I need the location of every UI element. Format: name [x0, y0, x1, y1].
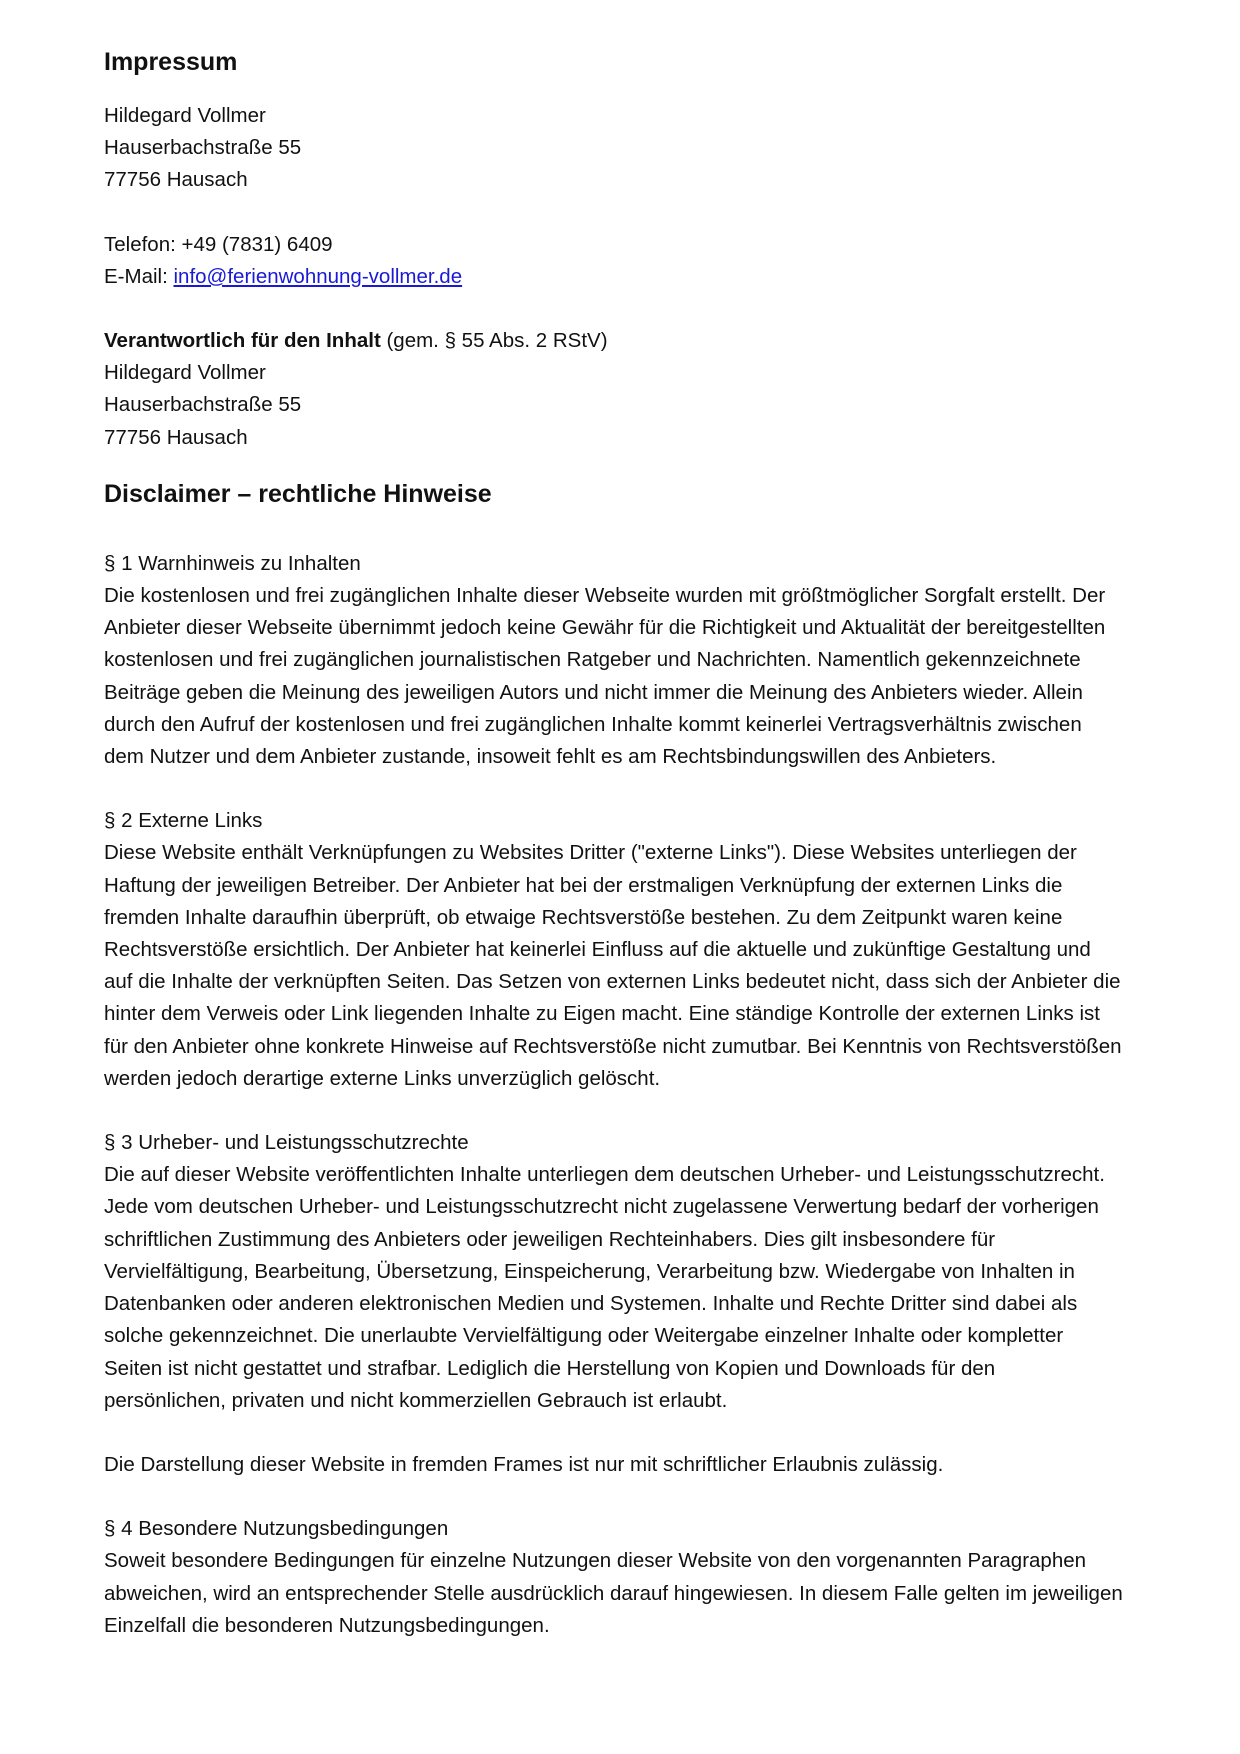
- section-text-line: auf die Inhalte der verknüpften Seiten. Das Setzen von externen Links bedeutet nicht, dass sich der Anbieter die: [104, 970, 1121, 994]
- responsible-block: [104, 325, 1174, 454]
- email-link[interactable]: info@ferienwohnung-vollmer.de: [173, 264, 463, 288]
- section-text-line: hinter dem Verweis oder Link liegenden Inhalte zu Eigen macht. Eine ständige Kontrolle der externen Links ist: [104, 1002, 1100, 1026]
- section-text-line: Anbieter dieser Webseite übernimmt jedoch keine Gewähr für die Richtigkeit und Aktualität der bereitgestellten: [104, 616, 1106, 640]
- section-text-line: schriftlichen Zustimmung des Anbieters oder jeweiligen Rechteinhabers. Dies gilt insbesondere für: [104, 1227, 996, 1251]
- disclaimer-section: [104, 548, 1174, 773]
- disclaimer-section: [104, 1127, 1174, 1481]
- impressum-title: Impressum: [104, 48, 238, 76]
- section-text-line: Die kostenlosen und frei zugänglichen Inhalte dieser Webseite wurden mit größtmöglicher Sorgfalt erstellt. Der: [104, 584, 1106, 608]
- disclaimer-section: [104, 1513, 1174, 1642]
- address-name: Hildegard Vollmer: [104, 104, 266, 127]
- section-text-line: Datenbanken oder anderen elektronischen Medien und Systemen. Inhalte und Rechte Dritter sind dabei als: [104, 1292, 1078, 1316]
- section-text-line: persönlichen, privaten und nicht kommerziellen Gebrauch ist erlaubt.: [104, 1388, 728, 1412]
- section-text-line: für den Anbieter ohne konkrete Hinweise auf Rechtsverstöße nicht zumutbar. Bei Kenntnis von Rechtsverstößen: [104, 1034, 1122, 1058]
- email-line: [104, 261, 1174, 293]
- section-text-line: durch den Aufruf der kostenlosen und frei zugänglichen Inhalte kommt keinerlei Vertragsverhältnis zwischen: [104, 712, 1082, 736]
- section-text-line: fremden Inhalte daraufhin überprüft, ob etwaige Rechtsverstöße bestehen. Zu dem Zeitpunkt waren keine: [104, 905, 1063, 929]
- responsible-heading: [104, 325, 1174, 357]
- section-text-line: Beiträge geben die Meinung des jeweiligen Autors und nicht immer die Meinung des Anbieters wieder. Allein: [104, 680, 1083, 704]
- section-text-line: Haftung der jeweiligen Betreiber. Der Anbieter hat bei der erstmaligen Verknüpfung der externen Links die: [104, 873, 1063, 897]
- section-text-line: Seiten ist nicht gestattet und strafbar. Lediglich die Herstellung von Kopien und Downloads für den: [104, 1356, 996, 1380]
- section-text-line: Diese Website enthält Verknüpfungen zu Websites Dritter ("externe Links"). Diese Websites unterliegen der: [104, 841, 1077, 865]
- disclaimer-sections: [104, 548, 1174, 1642]
- section-text-line: Jede vom deutschen Urheber- und Leistungsschutzrecht nicht zugelassene Verwertung bedarf der vorherigen: [104, 1195, 1099, 1219]
- email-label: E-Mail:: [104, 264, 174, 288]
- document-page: [104, 42, 1174, 1642]
- section-heading: § 3 Urheber- und Leistungsschutzrechte: [104, 1131, 469, 1155]
- section-text-line: Die auf dieser Website veröffentlichten Inhalte unterliegen dem deutschen Urheber- und Leistungsschutzrecht.: [104, 1163, 1105, 1187]
- section-text-line: Einzelfall die besonderen Nutzungsbedingungen.: [104, 1613, 550, 1637]
- address-street: Hauserbachstraße 55: [104, 136, 302, 160]
- section-text-line: dem Nutzer und dem Anbieter zustande, insoweit fehlt es am Rechtsbindungswillen des Anbieters.: [104, 745, 997, 769]
- section-text-line: solche gekennzeichnet. Die unerlaubte Vervielfältigung oder Weitergabe einzelner Inhalte oder kompletter: [104, 1324, 1064, 1348]
- section-extra-line: Die Darstellung dieser Website in fremden Frames ist nur mit schriftlicher Erlaubnis zulässig.: [104, 1452, 944, 1476]
- section-text-line: Soweit besondere Bedingungen für einzelne Nutzungen dieser Website von den vorgenannten Paragraphen: [104, 1549, 1087, 1573]
- disclaimer-title: Disclaimer – rechtliche Hinweise: [104, 479, 492, 508]
- impressum-address: [104, 100, 1174, 197]
- section-heading: § 2 Externe Links: [104, 809, 263, 833]
- section-text-line: abweichen, wird an entsprechender Stelle ausdrücklich darauf hingewiesen. In diesem Falle gelten im jeweiligen: [104, 1581, 1123, 1605]
- responsible-city: 77756 Hausach: [104, 425, 248, 449]
- section-text-line: Rechtsverstöße ersichtlich. Der Anbieter hat keinerlei Einfluss auf die aktuelle und zukünftige Gestaltung und: [104, 938, 1091, 962]
- address-city: 77756 Hausach: [104, 168, 248, 192]
- responsible-label: Verantwortlich für den Inhalt: [104, 329, 381, 353]
- disclaimer-section: [104, 805, 1174, 1095]
- section-text-line: werden jedoch derartige externe Links unverzüglich gelöscht.: [104, 1066, 661, 1090]
- phone-line: Telefon: +49 (7831) 6409: [104, 232, 333, 256]
- responsible-note: (gem. § 55 Abs. 2 RStV): [380, 329, 608, 353]
- section-text-line: Vervielfältigung, Bearbeitung, Übersetzung, Einspeicherung, Verarbeitung bzw. Wiedergabe von Inhalten in: [104, 1259, 1075, 1283]
- responsible-name: Hildegard Vollmer: [104, 361, 266, 385]
- section-text-line: kostenlosen und frei zugänglichen journalistischen Ratgeber und Nachrichten. Namentlich gekennzeichnete: [104, 648, 1081, 672]
- section-heading: § 1 Warnhinweis zu Inhalten: [104, 551, 361, 575]
- impressum-contact: [104, 229, 1174, 293]
- responsible-street: Hauserbachstraße 55: [104, 393, 302, 417]
- section-heading: § 4 Besondere Nutzungsbedingungen: [104, 1517, 449, 1541]
